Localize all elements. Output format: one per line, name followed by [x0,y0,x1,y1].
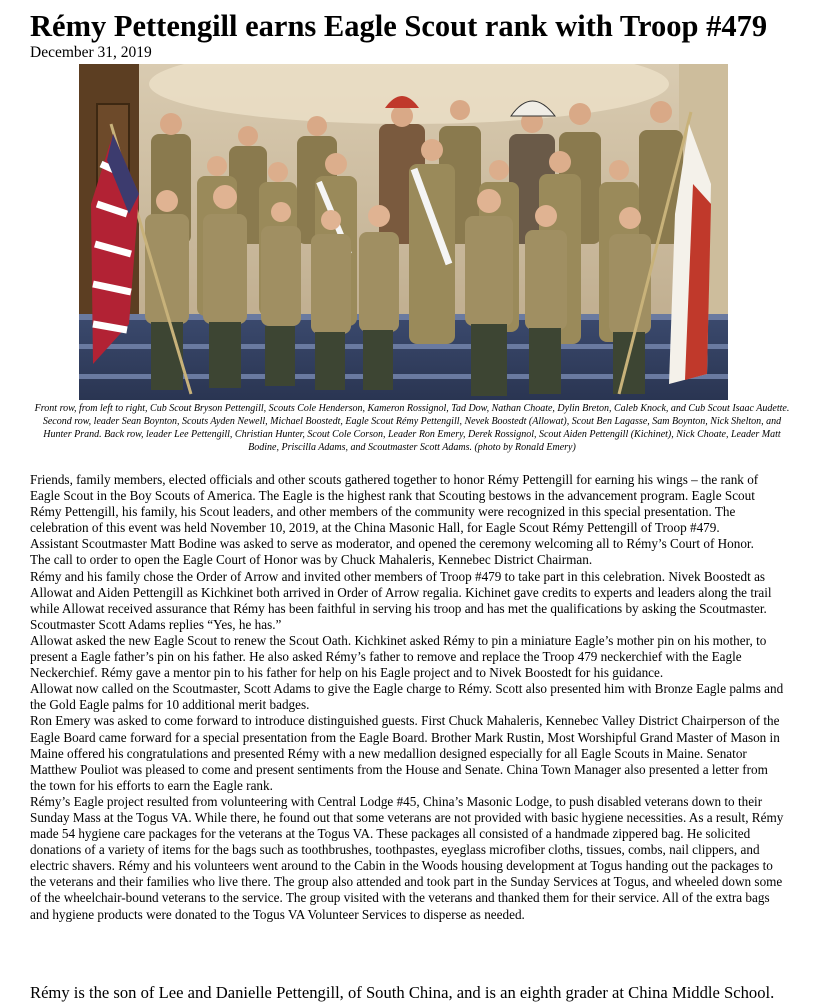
article-body [30,472,785,923]
paragraph: Allowat asked the new Eagle Scout to renew the Scout Oath. Kichkinet asked Rémy to pin a miniature Eagle’s mother pin on his mother, to present a Eagle father’s pin on his father. He also asked Rémy’s father to remove and replace the Troop 479 neckerchief with the Eagle Neckerchief. Rémy gave a mentor pin to his father for help on his Eagle project and to Nivek Boostedt for his guidance. [30,632,767,681]
group-photo [79,64,728,400]
closing-line: Rémy is the son of Lee and Danielle Pettengill, of South China, and is an eighth grader at China Middle School. [30,983,775,1002]
paragraph: Assistant Scoutmaster Matt Bodine was asked to serve as moderator, and opened the ceremony welcoming all to Rémy’s Court of Honor. [30,536,754,552]
paragraph: Rémy’s Eagle project resulted from volunteering with Central Lodge #45, China’s Masonic Lodge, to push disabled veterans down to their Sunday Mass at the Togus VA. While there, he found out that some veterans are not provided with basic hygiene necessities. As a result, Rémy made 54 hygiene care packages for the veterans at the Togus VA. These packages all consisted of a handmade zippered bag. He solicited donations of a variety of items for the bags such as toothbrushes, toothpastes, eyeglass microfiber cloths, tissues, combs, nail clippers, and electric shavers. Rémy and his volunteers went around to the Cabin in the Woods housing development at Togus handing out the packages to the veterans and their families who live there. The group also attended and took part in the Sunday Services at Togus, and wheeled down some of the wheelchair-bound veterans to the service. The group visited with the veterans and thanked them for their service. All of the extra bags and hygiene products were donated to the Togus VA Volunteer Services to disperse as needed. [30,793,784,922]
photo-caption: Front row, from left to right, Cub Scout Bryson Pettengill, Scouts Cole Henderson, Kameron Rossignol, Tad Dow, Nathan Choate, Dylin Breton, Caleb Knock, and Cub Scout Isaac Audette. Second row, leader Sean Boynton, Scouts Ayden Newell, Michael Boostedt, Eagle Scout Rémy Pettengill, Nevek Boostedt (Allowat), Scout Ben Lagasse, Sam Boynton, Nick Shelton, and Hunter Prand. Back row, leader Lee Pettengill, Christian Hunter, Scout Cole Corson, Leader Ron Emery, Derek Rossignol, Scout Aiden Pettengill (Kichinet), Nick Choate, Leader Matt Bodine, Priscilla Adams, and Scoutmaster Scott Adams. (photo by Ronald Emery) [34,403,790,453]
paragraph: Friends, family members, elected officials and other scouts gathered together to honor Rémy Pettengill for earning his wings – the rank of Eagle Scout in the Boy Scouts of America. The Eagle is the highest rank that Scouting bestows in the advancement program. Eagle Scout Rémy Pettengill, his family, his Scout leaders, and other members of the community were recognized in this special presentation. The celebration of this event was held November 10, 2019, at the China Masonic Hall, for Eagle Scout Rémy Pettengill of Troop #479. [30,472,759,536]
article-headline: Rémy Pettengill earns Eagle Scout rank with Troop #479 [30,9,768,43]
paragraph: The call to order to open the Eagle Court of Honor was by Chuck Mahaleris, Kennebec District Chairman. [30,552,593,568]
paragraph: Ron Emery was asked to come forward to introduce distinguished guests. First Chuck Mahaleris, Kennebec Valley District Chairperson of the Eagle Board came forward for a special presentation from the Eagle Board. Brother Mark Rustin, Most Worshipful Grand Master of Mason in Maine offered his congratulations and presented Rémy with a new medallion designed especially for all Eagle Scouts in Maine. Senator Matthew Pouliot was pleased to come and present sentiments from the House and Senate. China Town Manager also presented a letter from the town for his efforts to earn the Eagle rank. [30,713,780,793]
paragraph: Allowat now called on the Scoutmaster, Scott Adams to give the Eagle charge to Rémy. Scott also presented him with Bronze Eagle palms and the Gold Eagle palms for 10 additional merit badges. [30,681,784,713]
paragraph: Rémy and his family chose the Order of Arrow and invited other members of Troop #479 to take part in this celebration. Nivek Boostedt as Allowat and Aiden Pettengill as Kichkinet both arrived in Order of Arrow regalia. Kichinet gave credits to experts and leaders along the trail while Allowat received assurance that Rémy has been faithful in serving his troop and has met the qualifications by asking the Scoutmaster. Scoutmaster Scott Adams replies “Yes, he has.” [30,568,772,632]
article-date: December 31, 2019 [30,44,152,61]
